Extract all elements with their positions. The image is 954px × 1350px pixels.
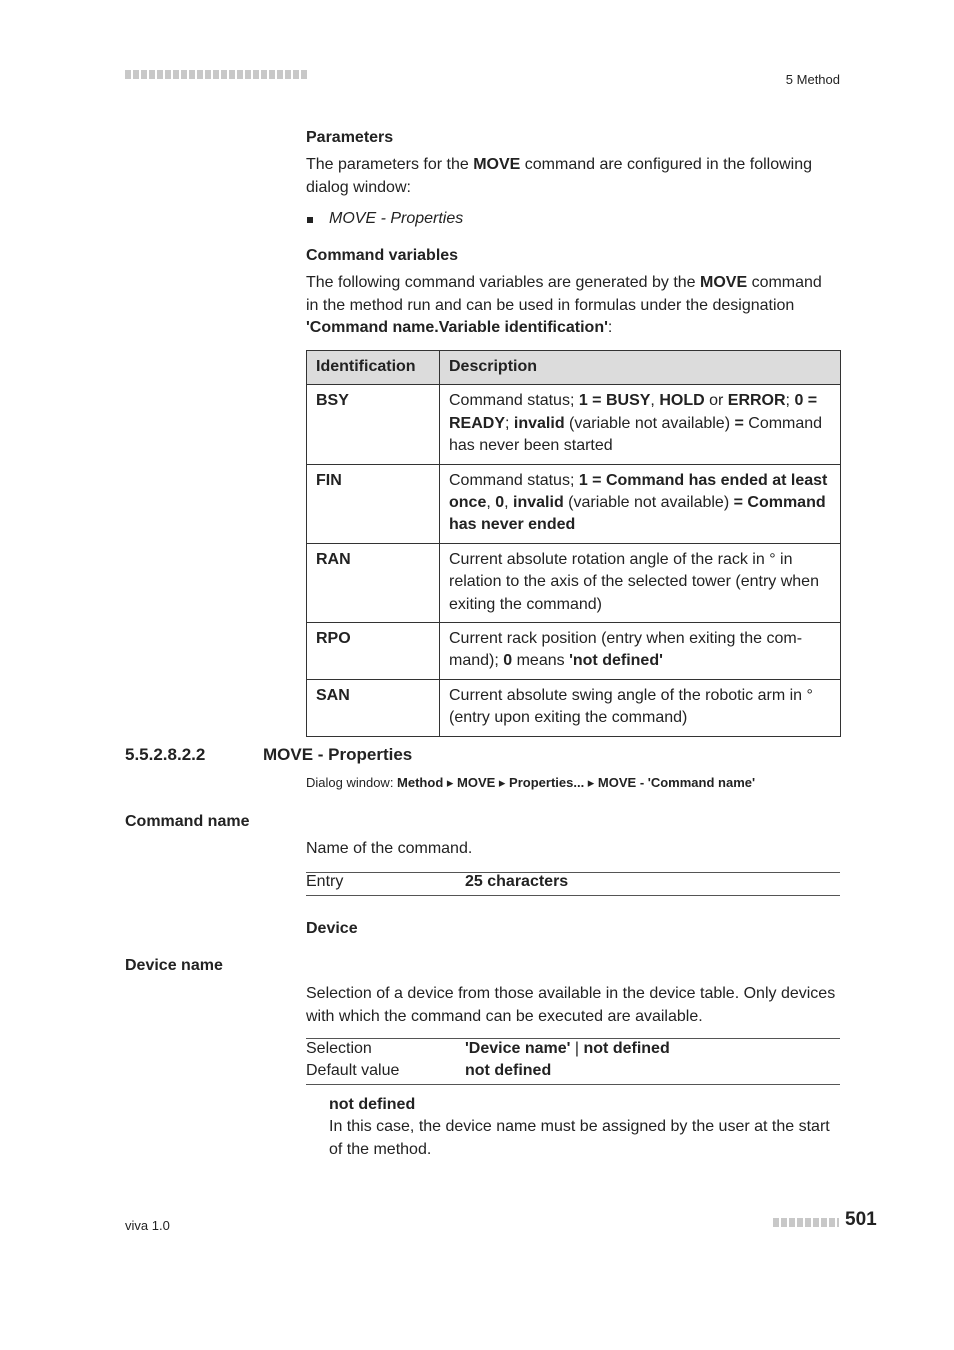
footer-product: viva 1.0 xyxy=(125,1218,170,1233)
var-id: RPO xyxy=(307,623,440,680)
default-value: not defined xyxy=(465,1062,552,1079)
section-number: 5.5.2.8.2.2 xyxy=(125,745,206,764)
divider xyxy=(306,872,840,873)
device-name-label: Device name xyxy=(125,957,223,974)
var-id: BSY xyxy=(307,385,440,464)
header-decoration xyxy=(125,70,307,79)
command-variables-table xyxy=(306,350,841,737)
command-name-desc: Name of the command. xyxy=(306,840,473,857)
var-id: RAN xyxy=(307,543,440,622)
entry-label: Entry xyxy=(306,873,344,890)
col-identification: Identification xyxy=(307,351,440,385)
col-description: Description xyxy=(440,351,841,385)
table-row xyxy=(307,543,841,622)
footer-decoration xyxy=(773,1218,839,1227)
divider xyxy=(306,1084,840,1085)
entry-value: 25 characters xyxy=(465,873,569,890)
header-chapter: 5 Method xyxy=(785,72,840,87)
selection-value: 'Device name' | not defined xyxy=(465,1040,670,1057)
var-desc: Current rack position (entry when exiting the com-mand); 0 means 'not defined' xyxy=(440,623,841,680)
command-name-label: Command name xyxy=(125,813,250,830)
var-id: SAN xyxy=(307,679,440,736)
note-title: not defined xyxy=(329,1096,416,1113)
section-heading xyxy=(125,744,412,767)
var-desc: Command status; 1 = Command has ended at least once, 0, invalid (variable not available) = Command has never ended xyxy=(440,464,841,543)
table-header-row xyxy=(307,351,841,385)
note-text: In this case, the device name must be assigned by the user at the start of the method. xyxy=(329,1118,830,1158)
device-name-desc: Selection of a device from those available in the device table. Only devices with which the command can be executed are available. xyxy=(306,985,836,1025)
command-variables-text: The following command variables are generated by the MOVE command in the method run and can be used in formulas under the designation 'Command name.Variable identification': xyxy=(306,274,822,336)
parameters-bullet xyxy=(307,208,463,231)
selection-label: Selection xyxy=(306,1040,372,1057)
var-desc: Command status; 1 = BUSY, HOLD or ERROR; 0 = READY; invalid (variable not available) = Command has never been started xyxy=(440,385,841,464)
section-title: MOVE - Properties xyxy=(263,745,413,764)
page-number: 501 xyxy=(845,1209,877,1230)
table-row xyxy=(307,679,841,736)
parameters-text: The parameters for the MOVE command are configured in the following dialog window: xyxy=(306,156,813,196)
link-move-properties[interactable]: MOVE - Properties xyxy=(329,210,464,227)
default-label: Default value xyxy=(306,1062,400,1079)
divider xyxy=(306,895,840,896)
table-row xyxy=(307,623,841,680)
table-row xyxy=(307,464,841,543)
parameters-title: Parameters xyxy=(306,129,394,146)
var-id: FIN xyxy=(307,464,440,543)
device-group-title: Device xyxy=(306,920,358,937)
dialog-path: Dialog window: Method ▸ MOVE ▸ Properties... ▸ MOVE - 'Command name' xyxy=(306,775,756,790)
var-desc: Current absolute swing angle of the robotic arm in ° (entry upon exiting the command) xyxy=(440,679,841,736)
command-variables-title: Command variables xyxy=(306,247,459,264)
var-desc: Current absolute rotation angle of the rack in ° in relation to the axis of the selected tower (entry when exiting the command) xyxy=(440,543,841,622)
table-row xyxy=(307,385,841,464)
